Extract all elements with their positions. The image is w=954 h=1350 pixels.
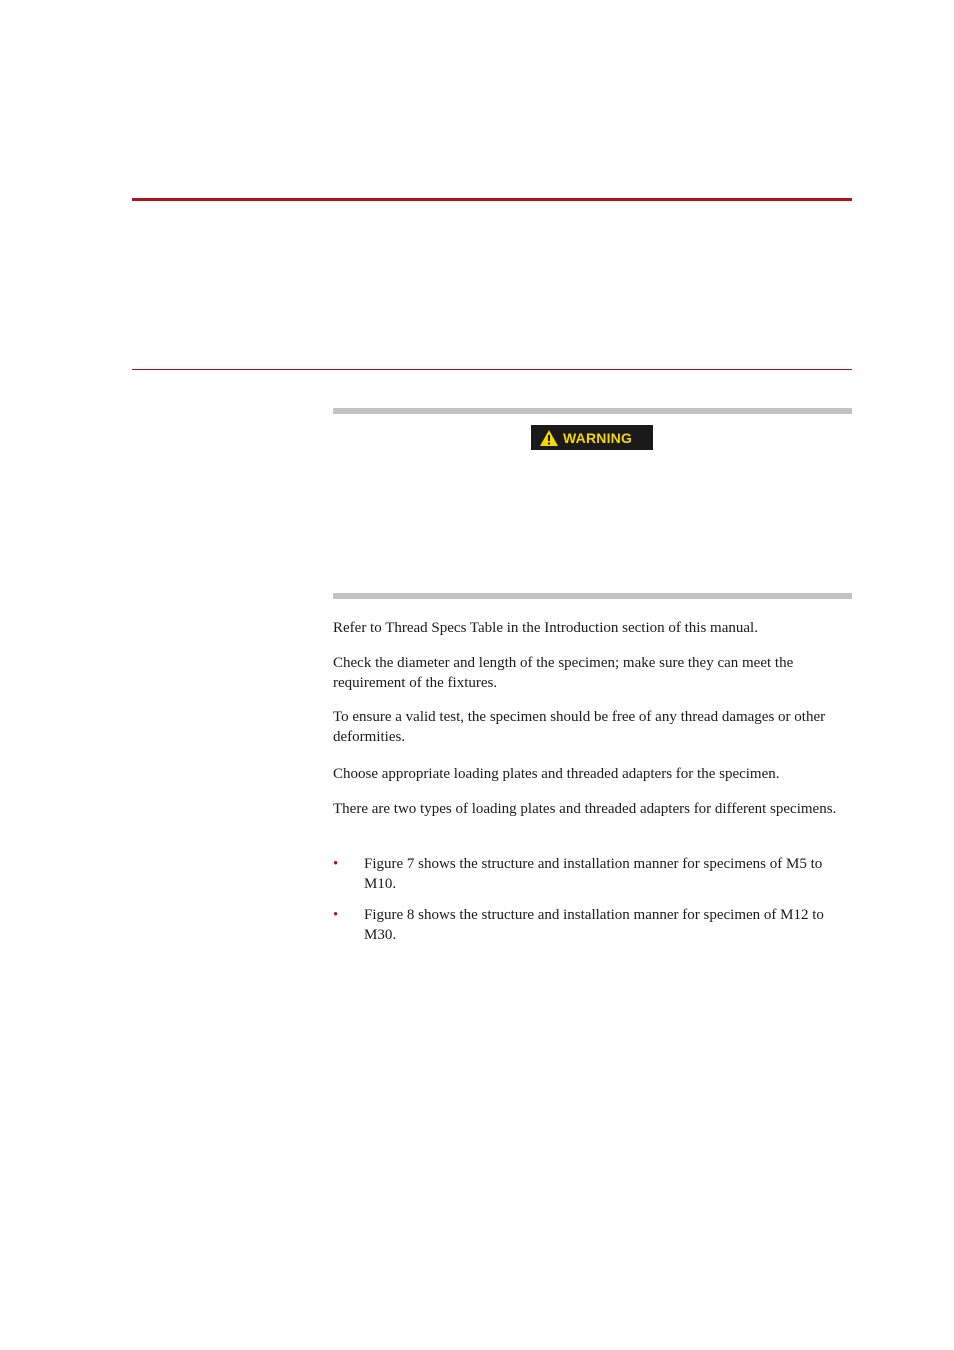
bullet-marker: • — [333, 907, 339, 923]
bullet-text: Figure 7 shows the structure and installation manner for specimens of M5 to M10. — [364, 856, 823, 892]
section-rule — [132, 369, 852, 370]
warning-triangle-icon — [539, 429, 559, 447]
warning-badge — [531, 425, 653, 450]
warning-box-top-bar — [333, 408, 852, 414]
warning-box-bottom-bar — [333, 593, 852, 599]
paragraph-valid-test: To ensure a valid test, the specimen should be free of any thread damages or other deformities. — [333, 709, 826, 745]
paragraph-choose-plates: Choose appropriate loading plates and threaded adapters for the specimen. — [333, 766, 780, 782]
paragraph-thread-specs: Refer to Thread Specs Table in the Introduction section of this manual. — [333, 620, 758, 636]
warning-label: WARNING — [563, 429, 633, 446]
header-top-rule — [132, 198, 852, 201]
bullet-marker: • — [333, 856, 339, 872]
paragraph-two-types: There are two types of loading plates and threaded adapters for different specimens. — [333, 801, 837, 817]
paragraph-check-diameter: Check the diameter and length of the specimen; make sure they can meet the requirement of the fixtures. — [333, 655, 794, 691]
bullet-text: Figure 8 shows the structure and installation manner for specimen of M12 to M30. — [364, 907, 824, 943]
